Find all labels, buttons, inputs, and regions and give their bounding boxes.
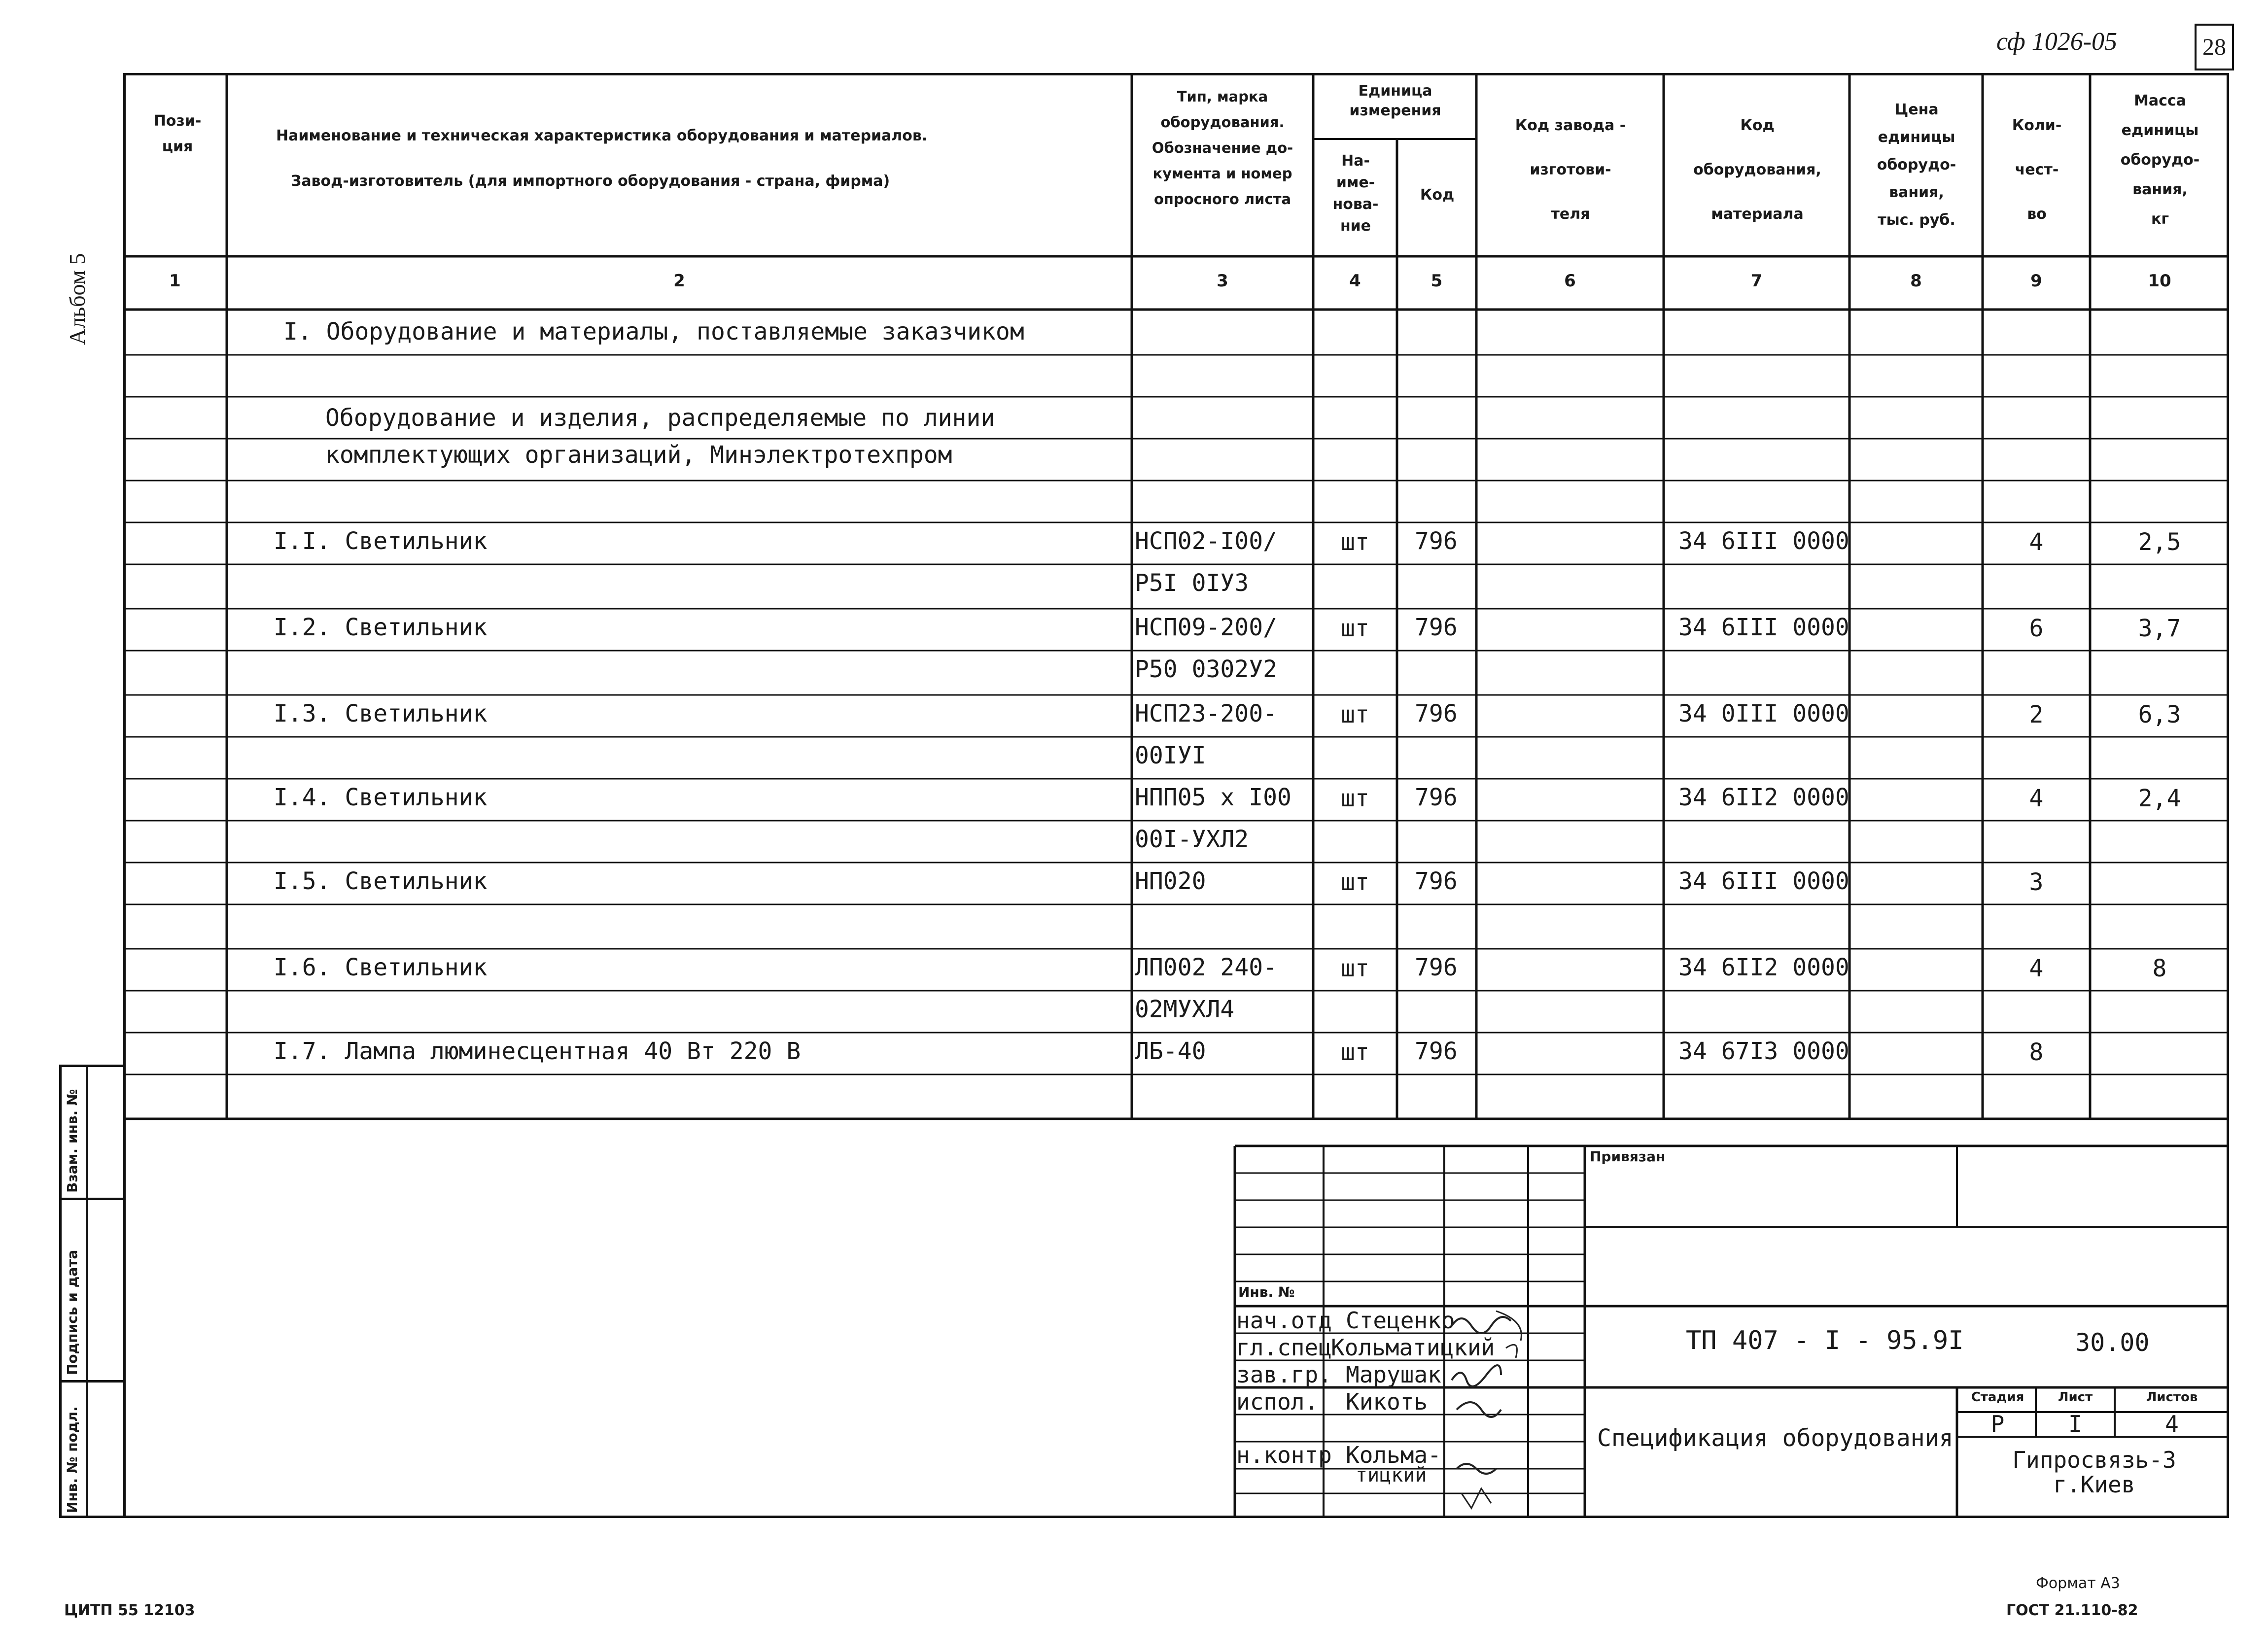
item-quantity: 4: [2029, 528, 2044, 556]
item-type-line-2: 00I-УХЛ2: [1135, 826, 1249, 853]
col-number: 8: [1910, 271, 1922, 291]
col-number: 4: [1349, 271, 1361, 291]
name-titsky: тицкий: [1356, 1464, 1427, 1487]
sheet-number-box: 28: [2195, 24, 2234, 70]
item-unit: шт: [1341, 615, 1369, 642]
inv-orig-label: Инв. № подл.: [64, 1406, 80, 1513]
item-quantity: 8: [2029, 1038, 2044, 1066]
item-unit-code: 796: [1415, 954, 1458, 981]
header-factory-code: Код завода - изготови- теля: [1515, 117, 1626, 223]
item-unit: шт: [1341, 1038, 1369, 1066]
item-mass: 8: [2152, 955, 2167, 982]
album-label: Альбом 5: [65, 253, 90, 345]
header-mass: Масса единицы оборудо- вания, кг: [2120, 92, 2200, 228]
role-executor: испол.: [1236, 1388, 1319, 1415]
item-type-line-2: Р50 0302У2: [1135, 656, 1277, 683]
header-equipment-code: Код оборудования, материала: [1693, 117, 1821, 223]
item-mass: 6,3: [2138, 701, 2181, 728]
replace-inv-label: Взам. инв. №: [64, 1089, 80, 1193]
header-name: Наименование и техническая характеристика оборудования и материалов. Завод-изготовитель (для импортного оборудования - страна, фирма): [276, 127, 928, 190]
header-quantity: Коли- чест- во: [2012, 117, 2062, 223]
item-equipment-code: 34 6III 0000: [1678, 867, 1849, 895]
item-name: I.6. Светильник: [274, 954, 488, 981]
name-stetsenko: Стеценко: [1346, 1307, 1455, 1334]
organization-city: г.Киев: [2053, 1471, 2135, 1498]
name-marushak: Марушак: [1346, 1361, 1441, 1388]
item-name: I.3. Светильник: [274, 700, 488, 727]
item-quantity: 2: [2029, 701, 2044, 728]
item-type-line-2: 02МУХЛ4: [1135, 996, 1235, 1023]
item-equipment-code: 34 6III 0000: [1678, 527, 1849, 555]
item-name: I.5. Светильник: [274, 867, 488, 895]
item-quantity: 6: [2029, 615, 2044, 642]
stage-label: Стадия: [1971, 1390, 2024, 1405]
item-name: I.I. Светильник: [274, 527, 488, 555]
attached-label: Привязан: [1590, 1148, 1666, 1165]
role-chief-spec: гл.спец: [1236, 1334, 1332, 1361]
item-mass: 2,5: [2138, 528, 2181, 556]
sheet-reference: сф 1026-05: [1996, 28, 2118, 56]
item-type-line-1: НСП09-200/: [1135, 614, 1277, 641]
col-number: 6: [1564, 271, 1576, 291]
sheets-value: 4: [2165, 1411, 2179, 1437]
item-unit-code: 796: [1415, 700, 1458, 727]
item-equipment-code: 34 6III 0000: [1678, 614, 1849, 641]
name-kikot: Кикоть: [1346, 1388, 1428, 1415]
item-unit-code: 796: [1415, 784, 1458, 811]
role-norm-control: н.контр: [1236, 1442, 1332, 1468]
item-quantity: 3: [2029, 868, 2044, 896]
name-kolmatitsky: Кольматицкий: [1331, 1334, 1495, 1361]
item-unit-code: 796: [1415, 527, 1458, 555]
item-type-line-1: НСП23-200-: [1135, 700, 1277, 727]
item-name: I.4. Светильник: [274, 784, 488, 811]
col-number: 7: [1750, 271, 1763, 291]
sheets-label: Листов: [2146, 1390, 2198, 1405]
document-code: ТП 407 - I - 95.9I: [1686, 1326, 1964, 1355]
document-suffix: 30.00: [2075, 1328, 2150, 1357]
item-name: I.2. Светильник: [274, 614, 488, 641]
col-number: 3: [1217, 271, 1228, 291]
header-unit: Единица измерения: [1349, 82, 1441, 119]
footer-format: Формат А3: [2036, 1575, 2120, 1592]
sheet-label: Лист: [2058, 1390, 2093, 1405]
item-name: I.7. Лампа люминесцентная 40 Вт 220 В: [274, 1037, 801, 1065]
subsection-line-2: комплектующих организаций, Минэлектротехпром: [325, 441, 952, 469]
signature-date-label: Подпись и дата: [64, 1249, 80, 1375]
item-equipment-code: 34 6II2 0000: [1678, 784, 1849, 811]
item-type-line-1: ЛБ-40: [1135, 1037, 1206, 1065]
item-unit-code: 796: [1415, 867, 1458, 895]
item-unit-code: 796: [1415, 614, 1458, 641]
sheet-value: I: [2068, 1411, 2082, 1437]
col-number: 1: [169, 271, 181, 291]
item-unit-code: 796: [1415, 1037, 1458, 1065]
item-type-line-2: Р5I 0IУ3: [1135, 569, 1249, 597]
role-head: нач.отд: [1236, 1307, 1332, 1334]
section-title: I. Оборудование и материалы, поставляемые заказчиком: [283, 318, 1024, 346]
name-kolma: Кольма-: [1346, 1442, 1441, 1468]
item-quantity: 4: [2029, 955, 2044, 982]
item-unit: шт: [1341, 701, 1369, 728]
footer-left: ЦИТП 55 12103: [64, 1602, 195, 1619]
item-quantity: 4: [2029, 785, 2044, 812]
footer-gost: ГОСТ 21.110-82: [2006, 1602, 2138, 1619]
stage-value: Р: [1990, 1411, 2005, 1437]
item-equipment-code: 34 67I3 0000: [1678, 1037, 1849, 1065]
item-unit: шт: [1341, 785, 1369, 812]
inv-no-label: Инв. №: [1238, 1284, 1295, 1300]
role-group-head: зав.гр.: [1236, 1361, 1332, 1388]
col-number: 2: [673, 271, 685, 291]
item-unit: шт: [1341, 955, 1369, 982]
item-equipment-code: 34 0III 0000: [1678, 700, 1849, 727]
header-type: Тип, марка оборудования. Обозначение до- кумента и номер опросного листа: [1151, 88, 1293, 207]
item-mass: 3,7: [2138, 615, 2181, 642]
item-type-line-1: НП020: [1135, 867, 1206, 895]
subsection-line-1: Оборудование и изделия, распределяемые по линии: [325, 404, 995, 432]
item-type-line-1: НПП05 х I00: [1135, 784, 1291, 811]
signatures: [1447, 1306, 1585, 1518]
item-type-line-1: НСП02-I00/: [1135, 527, 1277, 555]
document-title: Спецификация оборудования: [1597, 1424, 1954, 1452]
header-unit-name: На- име- нова- ние: [1332, 152, 1379, 235]
organization: Гипросвязь-3: [2012, 1447, 2176, 1473]
item-type-line-2: 00IУI: [1135, 742, 1206, 769]
header-position: Пози- ция: [153, 112, 202, 155]
item-mass: 2,4: [2138, 785, 2181, 812]
col-number: 5: [1431, 271, 1443, 291]
item-unit: шт: [1341, 528, 1369, 556]
item-type-line-1: ЛП002 240-: [1135, 954, 1277, 981]
col-number: 10: [2148, 271, 2171, 291]
header-price: Цена единицы оборудо- вания, тыс. руб.: [1877, 101, 1956, 229]
col-number: 9: [2030, 271, 2042, 291]
item-unit: шт: [1341, 868, 1369, 896]
header-unit-code: Код: [1420, 186, 1455, 204]
item-equipment-code: 34 6II2 0000: [1678, 954, 1849, 981]
